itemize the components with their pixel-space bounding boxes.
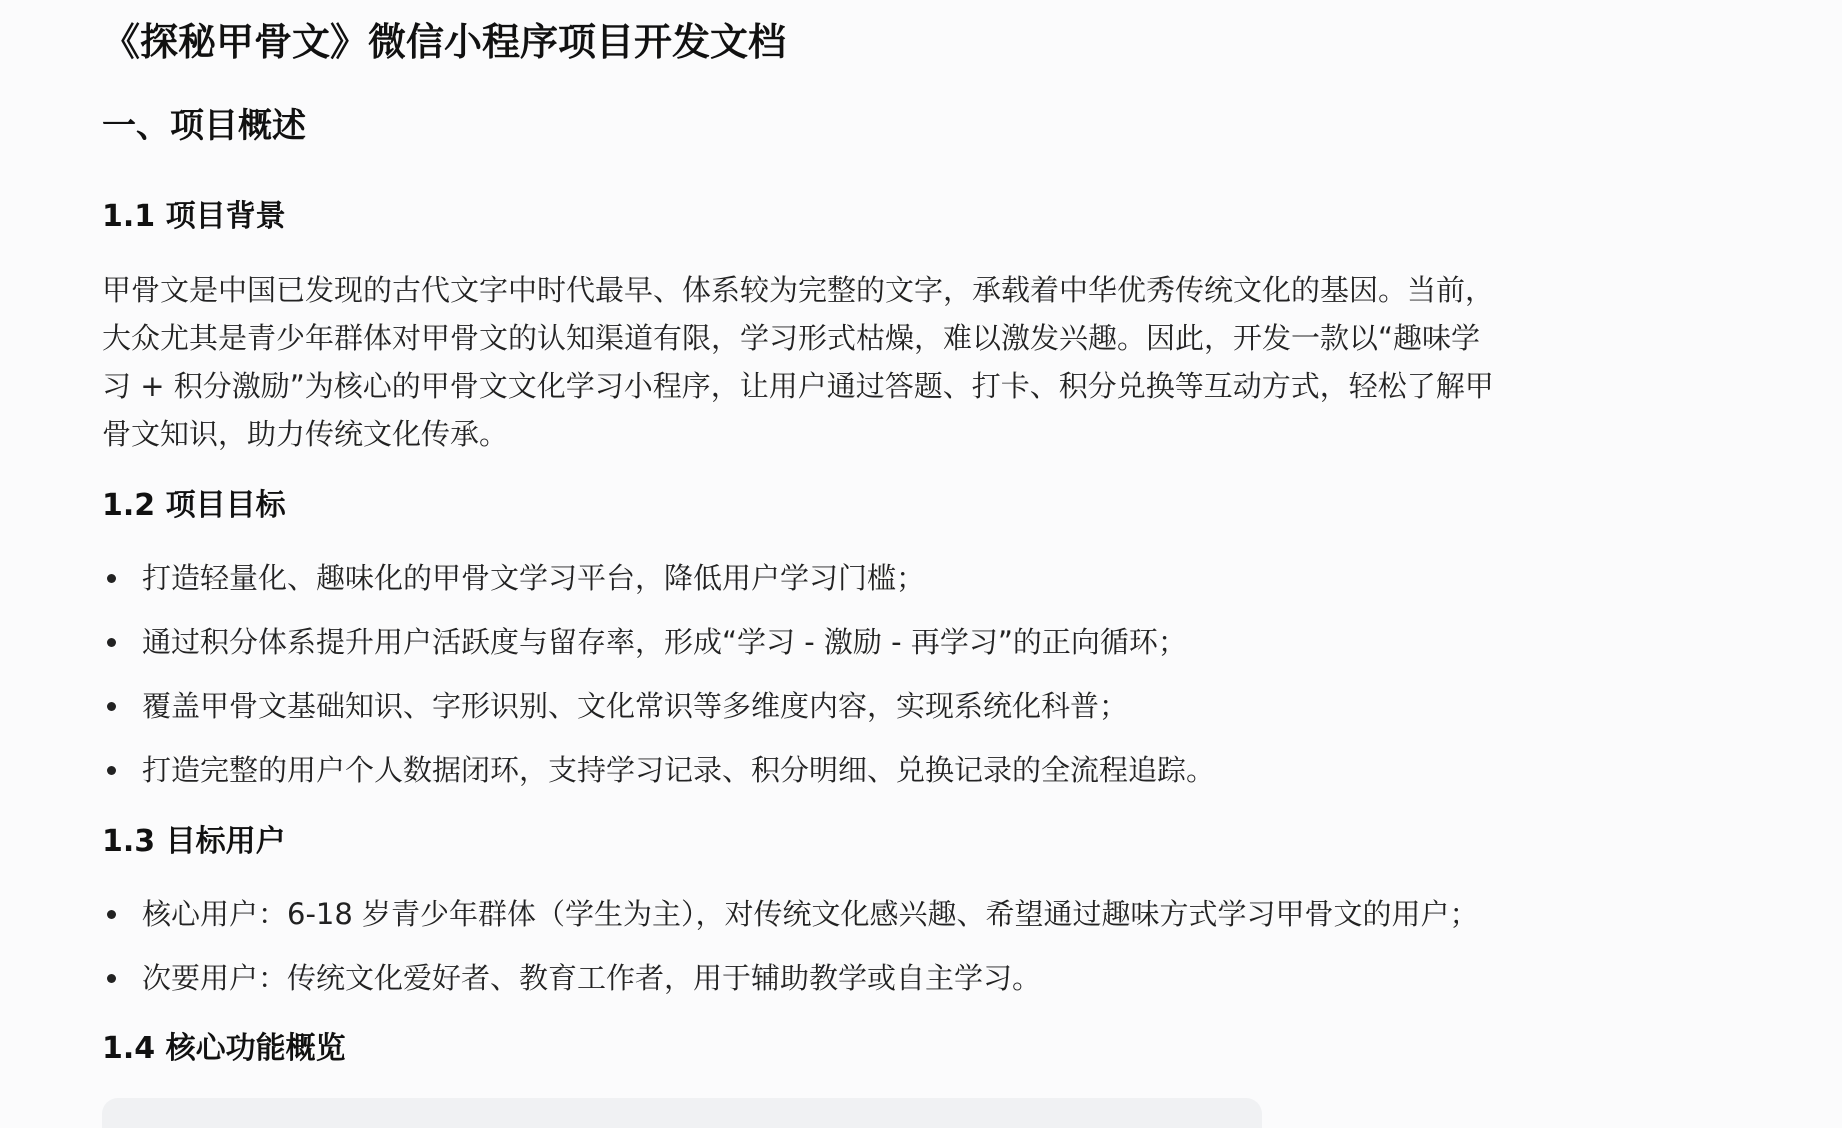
list-item-text: 核心用户：6-18 岁青少年群体（学生为主），对传统文化感兴趣、希望通过趣味方式学习甲骨文的用户；	[142, 897, 1479, 931]
list-item	[102, 610, 1215, 674]
paragraph-line: 骨文知识，助力传统文化传承。	[102, 417, 509, 451]
bullet-icon	[107, 702, 116, 711]
bullet-icon	[107, 574, 116, 583]
goals-list	[102, 546, 1215, 802]
content-block	[102, 1098, 1262, 1128]
subsection-heading-background: 1.1 项目背景	[102, 199, 286, 234]
list-item-text: 覆盖甲骨文基础知识、字形识别、文化常识等多维度内容，实现系统化科普；	[142, 689, 1129, 723]
list-item	[102, 882, 1479, 946]
list-item	[102, 946, 1479, 1010]
subsection-heading-target-users: 1.3 目标用户	[102, 824, 286, 859]
bullet-icon	[107, 974, 116, 983]
document-title: 《探秘甲骨文》微信小程序项目开发文档	[102, 20, 787, 64]
bullet-icon	[107, 638, 116, 647]
bullet-icon	[107, 766, 116, 775]
list-item-text: 次要用户：传统文化爱好者、教育工作者，用于辅助教学或自主学习。	[142, 961, 1042, 995]
list-item-text: 通过积分体系提升用户活跃度与留存率，形成“学习 - 激励 - 再学习”的正向循环；	[142, 625, 1187, 659]
background-paragraph	[102, 266, 1672, 458]
subsection-heading-core-features: 1.4 核心功能概览	[102, 1031, 346, 1066]
list-item-text: 打造轻量化、趣味化的甲骨文学习平台，降低用户学习门槛；	[142, 561, 926, 595]
section-heading-overview: 一、项目概述	[102, 106, 306, 146]
subsection-heading-goals: 1.2 项目目标	[102, 488, 286, 523]
list-item	[102, 674, 1215, 738]
target-users-list	[102, 882, 1479, 1010]
paragraph-line: 大众尤其是青少年群体对甲骨文的认知渠道有限，学习形式枯燥，难以激发兴趣。因此，开发一款以“趣味学	[102, 321, 1481, 355]
paragraph-line: 习 + 积分激励”为核心的甲骨文文化学习小程序，让用户通过答题、打卡、积分兑换等互动方式，轻松了解甲	[102, 369, 1494, 403]
bullet-icon	[107, 910, 116, 919]
list-item-text: 打造完整的用户个人数据闭环，支持学习记录、积分明细、兑换记录的全流程追踪。	[142, 753, 1216, 787]
list-item	[102, 546, 1215, 610]
list-item	[102, 738, 1215, 802]
paragraph-line: 甲骨文是中国已发现的古代文字中时代最早、体系较为完整的文字，承载着中华优秀传统文化的基因。当前，	[102, 273, 1495, 307]
